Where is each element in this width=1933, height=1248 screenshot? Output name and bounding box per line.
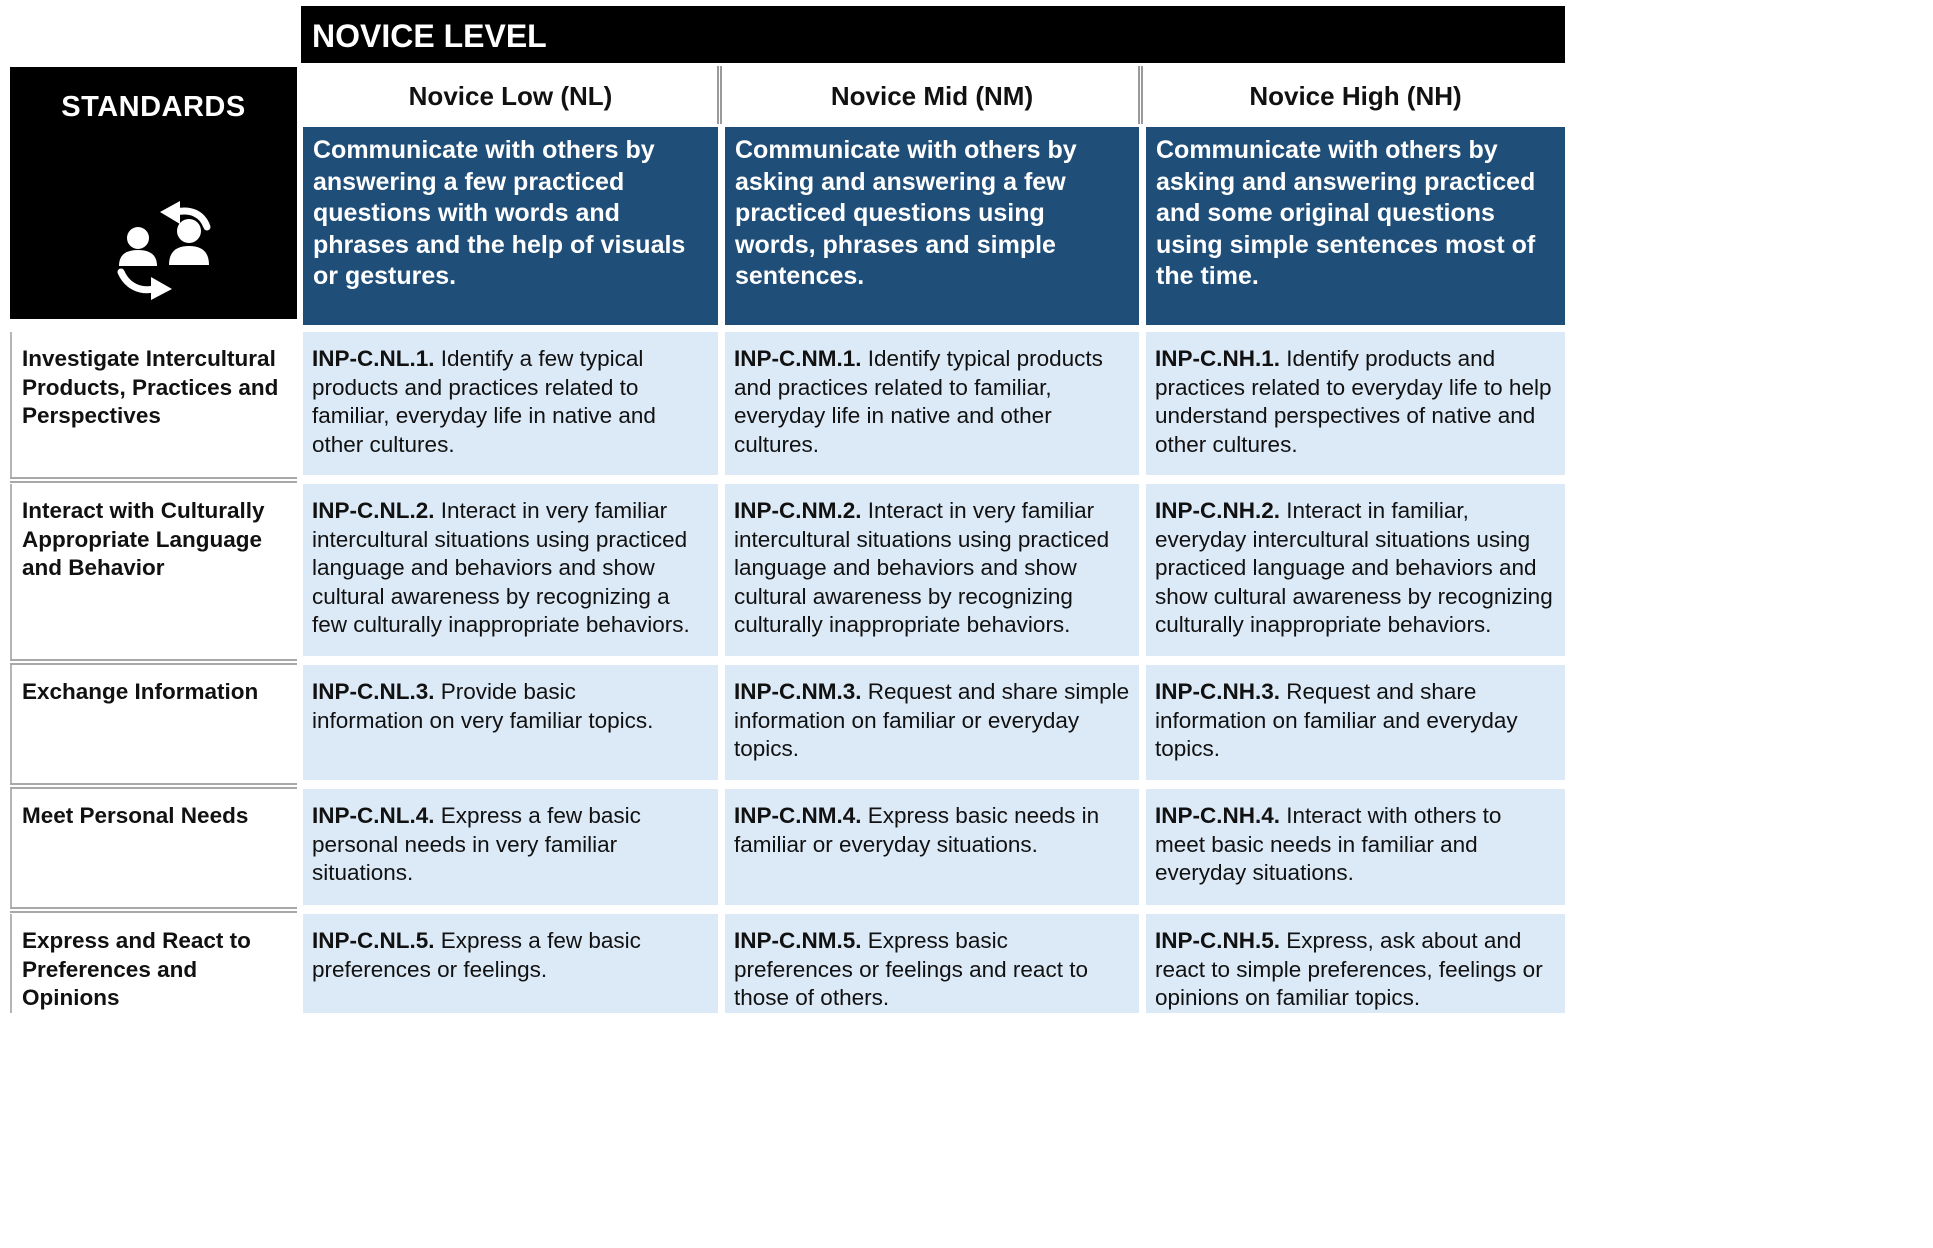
standard-code: INP-C.NM.3.	[734, 679, 862, 704]
column-divider	[717, 66, 722, 124]
table-cell	[303, 789, 718, 905]
table-cell	[303, 332, 718, 475]
column-heading-nl: Novice Low (NL)	[303, 67, 718, 124]
standard-code: INP-C.NM.4.	[734, 803, 862, 828]
standard-code: INP-C.NM.5.	[734, 928, 862, 953]
table-cell	[1146, 665, 1565, 780]
table-cell	[725, 789, 1139, 905]
row-divider	[10, 477, 297, 483]
column-description-nh: Communicate with others by asking and answering practiced and some original questions using simple sentences most of the time.	[1146, 127, 1565, 325]
standard-text: Provide basic information on very familiar topics.	[312, 679, 654, 733]
table-cell	[303, 484, 718, 656]
table-cell	[1146, 914, 1565, 1013]
standard-text: Express basic needs in familiar or everyday situations.	[734, 803, 1100, 857]
standard-label: Express and React to Preferences and Opinions	[10, 914, 297, 1013]
table-cell	[1146, 332, 1565, 475]
column-description-nl: Communicate with others by answering a few practiced questions with words and phrases and the help of visuals or gestures.	[303, 127, 718, 325]
standard-code: INP-C.NL.2.	[312, 498, 435, 523]
standard-text: Identify products and practices related to everyday life to help understand perspectives of native and other cultures.	[1155, 346, 1552, 457]
table-cell	[725, 332, 1139, 475]
standard-text: Request and share simple information on familiar or everyday topics.	[734, 679, 1130, 761]
standard-text: Express a few basic personal needs in very familiar situations.	[312, 803, 641, 885]
table-cell	[303, 665, 718, 780]
table-cell	[725, 484, 1139, 656]
standard-text: Express basic preferences or feelings and react to those of others.	[734, 928, 1088, 1010]
people-exchange-icon	[114, 200, 214, 300]
standard-code: INP-C.NL.3.	[312, 679, 435, 704]
table-cell	[303, 914, 718, 1013]
standard-label: Meet Personal Needs	[10, 789, 297, 907]
standard-code: INP-C.NH.3.	[1155, 679, 1281, 704]
standard-text: Express, ask about and react to simple preferences, feelings or opinions on familiar topics.	[1155, 928, 1543, 1010]
standard-text: Request and share information on familiar and everyday topics.	[1155, 679, 1518, 761]
row-divider	[10, 907, 297, 913]
standard-code: INP-C.NL.1.	[312, 346, 435, 371]
standard-code: INP-C.NM.1.	[734, 346, 862, 371]
standard-label: Exchange Information	[10, 665, 297, 783]
standard-code: INP-C.NH.1.	[1155, 346, 1281, 371]
table-cell	[725, 914, 1139, 1013]
standard-text: Identify typical products and practices related to familiar, everyday life in native and other cultures.	[734, 346, 1103, 457]
column-description-nm: Communicate with others by asking and answering a few practiced questions using words, phrases and simple sentences.	[725, 127, 1139, 325]
standard-code: INP-C.NH.2.	[1155, 498, 1281, 523]
standards-header	[10, 67, 297, 319]
standard-text: Interact in very familiar intercultural situations using practiced language and behaviors and show cultural awareness by recognizing culturally inappropriate behaviors.	[734, 498, 1110, 637]
column-heading-nh: Novice High (NH)	[1146, 67, 1565, 124]
standard-text: Interact in very familiar intercultural situations using practiced language and behaviors and show cultural awareness by recognizing a few culturally inappropriate behaviors.	[312, 498, 690, 637]
standard-text: Interact in familiar, everyday intercultural situations using practiced language and behaviors and show cultural awareness by recognizing culturally inappropriate behaviors.	[1155, 498, 1553, 637]
standard-text: Express a few basic preferences or feelings.	[312, 928, 641, 982]
column-divider	[1138, 66, 1143, 124]
standard-label: Investigate Intercultural Products, Practices and Perspectives	[10, 332, 297, 477]
standard-code: INP-C.NH.4.	[1155, 803, 1281, 828]
standard-text: Interact with others to meet basic needs in familiar and everyday situations.	[1155, 803, 1502, 885]
standard-code: INP-C.NM.2.	[734, 498, 862, 523]
standards-title: STANDARDS	[61, 91, 246, 123]
table-cell	[725, 665, 1139, 780]
level-header: NOVICE LEVEL	[301, 6, 1565, 63]
table-cell	[1146, 789, 1565, 905]
table-cell	[1146, 484, 1565, 656]
standard-label: Interact with Culturally Appropriate Language and Behavior	[10, 484, 297, 659]
standard-code: INP-C.NH.5.	[1155, 928, 1281, 953]
standard-text: Identify a few typical products and practices related to familiar, everyday life in native and other cultures.	[312, 346, 656, 457]
standard-code: INP-C.NL.4.	[312, 803, 435, 828]
column-heading-nm: Novice Mid (NM)	[725, 67, 1139, 124]
standard-code: INP-C.NL.5.	[312, 928, 435, 953]
